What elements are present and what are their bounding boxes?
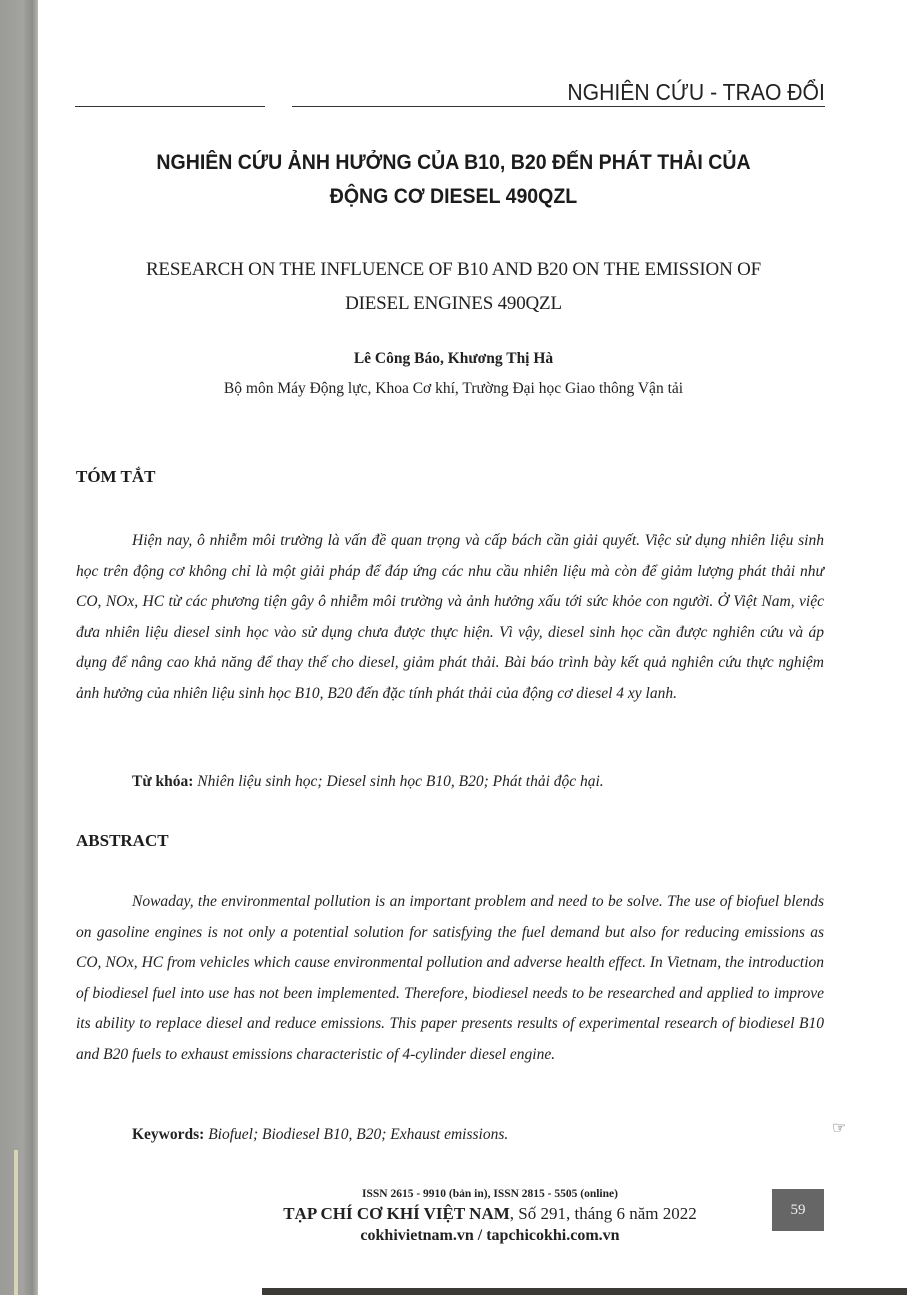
keywords-en-label: Keywords: <box>132 1126 205 1143</box>
affiliation: Bộ môn Máy Động lực, Khoa Cơ khí, Trường Đại học Giao thông Vận tải <box>223 380 684 397</box>
journal-name: TẠP CHÍ CƠ KHÍ VIỆT NAM <box>283 1204 510 1223</box>
summary-heading: TÓM TẮT <box>76 467 156 486</box>
header-rule-left <box>75 106 265 107</box>
keywords-en-text: Biofuel; Biodiesel B10, B20; Exhaust emissions. <box>208 1126 509 1143</box>
footer-issn: ISSN 2615 - 9910 (bản in), ISSN 2815 - 5505 (online) <box>362 1188 618 1200</box>
keywords-vi-label: Từ khóa: <box>132 773 194 790</box>
keywords-vi <box>132 773 604 791</box>
section-label: NGHIÊN CỨU - TRAO ĐỔI <box>567 79 825 105</box>
summary-body: Hiện nay, ô nhiễm môi trường là vấn đề quan trọng và cấp bách cần giải quyết. Việc sử dụng nhiên liệu sinh học trên động cơ không chỉ là một giải pháp để đáp ứng các nhu cầu nhiên liệu mà còn để giảm lượng phát thải như CO, NOx, HC từ các phương tiện gây ô nhiễm môi trường và ảnh hưởng xấu tới sức khỏe con người. Ở Việt Nam, việc đưa nhiên liệu diesel sinh học vào sử dụng chưa được thực hiện. Vì vậy, diesel sinh học cần được nghiên cứu và áp dụng để nâng cao khả năng để thay thế cho diesel, giảm phát thải. Bài báo trình bày kết quả nghiên cứu thực nghiệm ảnh hưởng của nhiên liệu sinh học B10, B20 đến đặc tính phát thải của động cơ diesel 4 xy lanh. <box>76 532 824 702</box>
abstract-heading: ABSTRACT <box>76 831 169 850</box>
journal-issue: , Số 291, tháng 6 năm 2022 <box>509 1204 697 1223</box>
footer-journal <box>260 1204 720 1224</box>
keywords-en <box>132 1126 508 1144</box>
pointing-hand-icon: ☞ <box>832 1120 847 1137</box>
page-bottom-shadow <box>262 1288 907 1295</box>
title-english <box>0 253 907 321</box>
title-vietnamese <box>32 146 876 214</box>
authors: Lê Công Báo, Khương Thị Hà <box>353 350 554 367</box>
title-vi-line-2: ĐỘNG CƠ DIESEL 490QZL <box>329 185 578 208</box>
keywords-vi-text: Nhiên liệu sinh học; Diesel sinh học B10, B20; Phát thải độc hại. <box>197 773 604 790</box>
page-number: 59 <box>772 1189 824 1231</box>
title-en-line-1: RESEARCH ON THE INFLUENCE OF B10 AND B20 ON THE EMISSION OF <box>145 259 762 280</box>
title-vi-line-1: NGHIÊN CỨU ẢNH HƯỞNG CỦA B10, B20 ĐẾN PHÁT THẢI CỦA <box>156 151 751 174</box>
abstract-body: Nowaday, the environmental pollution is an important problem and need to be solve. The use of biofuel blends on gasoline engines is not only a potential solution for satisfying the fuel demand but also for reducing emissions as CO, NOx, HC from vehicles which cause environmental pollution and adverse health effect. In Vietnam, the introduction of biodiesel fuel into use has not been implemented. Therefore, biodiesel needs to be researched and applied to improve its ability to replace diesel and reduce emissions. This paper presents results of experimental research of biodiesel B10 and B20 fuels to exhaust emissions characteristic of 4-cylinder diesel engine. <box>76 893 824 1063</box>
header-rule-right <box>292 106 825 107</box>
title-en-line-2: DIESEL ENGINES 490QZL <box>345 293 562 314</box>
footer-website: cokhivietnam.vn / tapchicokhi.com.vn <box>360 1227 620 1244</box>
